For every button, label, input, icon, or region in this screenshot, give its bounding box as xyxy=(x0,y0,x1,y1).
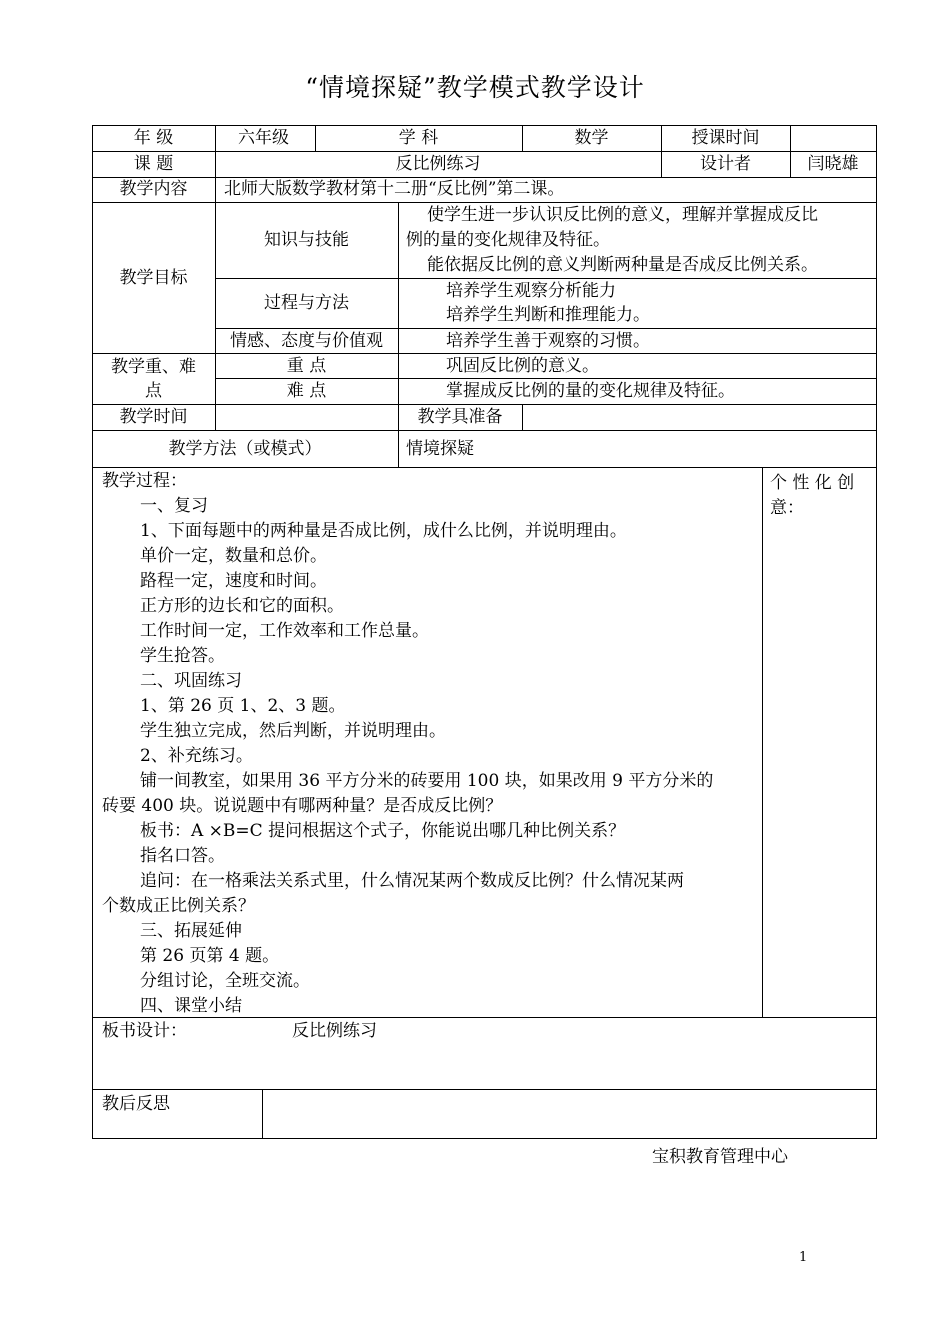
process-line: 学生独立完成，然后判断，并说明理由。 xyxy=(140,721,446,741)
process-line: 四、课堂小结 xyxy=(140,996,242,1016)
creative-label: 个 性 化 创 xyxy=(770,473,855,493)
table-border xyxy=(92,430,877,431)
table-border xyxy=(762,467,763,1017)
process-line: 砖要 400 块。说说题中有哪两种量？是否成反比例？ xyxy=(102,796,503,816)
table-border xyxy=(92,1089,877,1090)
process-line: 第 26 页第 4 题。 xyxy=(140,946,280,966)
table-border xyxy=(876,125,877,1139)
process-line: 1、下面每题中的两种量是否成比例，成什么比例，并说明理由。 xyxy=(140,521,627,541)
knowledge-line: 能依据反比例的意义判断两种量是否成反比例关系。 xyxy=(427,255,818,275)
knowledge-label: 知识与技能 xyxy=(264,230,349,250)
board-design-label: 板书设计： xyxy=(102,1021,187,1041)
table-border xyxy=(398,202,399,430)
reflection-label: 教后反思 xyxy=(102,1094,170,1114)
process-line: 教学过程： xyxy=(102,471,187,491)
process-line: 一、复习 xyxy=(140,496,208,516)
grade-label: 年 级 xyxy=(133,128,174,148)
teaching-time-label: 教学时间 xyxy=(119,407,188,427)
process-section xyxy=(102,470,757,1015)
process-line: 路程一定，速度和时间。 xyxy=(140,571,327,591)
process-line: 1、第 26 页 1、2、3 题。 xyxy=(140,696,346,716)
key-point-label: 重 点 xyxy=(286,356,327,376)
content-value: 北师大版数学教材第十二册“反比例”第二课。 xyxy=(224,179,565,199)
process-line: 板书：A ×B=C 提问根据这个式子，你能说出哪几种比例关系？ xyxy=(140,821,626,841)
content-label: 教学内容 xyxy=(119,179,188,199)
process-line: 分组讨论，全班交流。 xyxy=(140,971,310,991)
keypoints-label: 教学重、难 xyxy=(111,357,196,377)
emotion-value: 培养学生善于观察的习惯。 xyxy=(446,331,650,351)
topic-value: 反比例练习 xyxy=(395,154,481,174)
board-design-value: 反比例练习 xyxy=(292,1021,377,1041)
subject-value: 数学 xyxy=(574,128,609,148)
process-method-line: 培养学生判断和推理能力。 xyxy=(446,305,650,325)
subject-label: 学 科 xyxy=(398,128,439,148)
document-title: “情境探疑”教学模式教学设计 xyxy=(305,73,645,102)
tools-label: 教学具准备 xyxy=(417,407,503,427)
table-border xyxy=(92,1017,877,1018)
process-line: 指名口答。 xyxy=(140,846,225,866)
footer-organization: 宝积教育管理中心 xyxy=(652,1147,788,1167)
process-line: 正方形的边长和它的面积。 xyxy=(140,596,344,616)
process-line: 三、拓展延伸 xyxy=(140,921,242,941)
process-method-line: 培养学生观察分析能力 xyxy=(446,281,616,301)
class-time-label: 授课时间 xyxy=(691,128,760,148)
table-border xyxy=(398,430,399,467)
key-point-value: 巩固反比例的意义。 xyxy=(446,356,599,376)
objectives-label: 教学目标 xyxy=(119,268,188,288)
method-label: 教学方法（或模式） xyxy=(168,439,322,459)
process-line: 铺一间教室，如果用 36 平方分米的砖要用 100 块，如果改用 9 平方分米的 xyxy=(140,771,714,791)
table-border xyxy=(262,1089,263,1138)
process-line: 个数成正比例关系？ xyxy=(102,896,255,916)
table-border xyxy=(92,404,877,405)
process-line: 追问：在一格乘法关系式里，什么情况某两个数成反比例？什么情况某两 xyxy=(140,871,684,891)
emotion-label: 情感、态度与价值观 xyxy=(230,331,383,351)
method-value: 情境探疑 xyxy=(406,439,474,459)
process-line: 二、巩固练习 xyxy=(140,671,242,691)
table-border xyxy=(92,202,877,203)
table-border xyxy=(215,378,877,379)
process-line: 2、补充练习。 xyxy=(140,746,253,766)
table-border xyxy=(215,278,877,279)
difficulty-label: 难 点 xyxy=(286,381,327,401)
table-border xyxy=(92,125,877,126)
process-line: 工作时间一定，工作效率和工作总量。 xyxy=(140,621,429,641)
process-line: 学生抢答。 xyxy=(140,646,225,666)
keypoints-label: 点 xyxy=(145,381,162,401)
difficulty-value: 掌握成反比例的量的变化规律及特征。 xyxy=(446,381,735,401)
grade-value: 六年级 xyxy=(238,128,289,148)
table-border xyxy=(92,151,877,152)
table-border xyxy=(215,328,877,329)
designer-value: 闫晓雄 xyxy=(807,154,859,174)
table-border xyxy=(92,467,877,468)
creative-label: 意： xyxy=(770,498,804,518)
process-line: 单价一定，数量和总价。 xyxy=(140,546,327,566)
designer-label: 设计者 xyxy=(700,154,751,174)
page-number: 1 xyxy=(799,1250,808,1265)
process-method-label: 过程与方法 xyxy=(264,293,349,313)
table-border xyxy=(92,353,877,354)
topic-label: 课 题 xyxy=(133,154,174,174)
table-border xyxy=(522,404,523,430)
knowledge-line: 使学生进一步认识反比例的意义，理解并掌握成反比 xyxy=(427,205,818,225)
knowledge-line: 例的量的变化规律及特征。 xyxy=(406,230,610,250)
table-border xyxy=(92,1138,877,1139)
